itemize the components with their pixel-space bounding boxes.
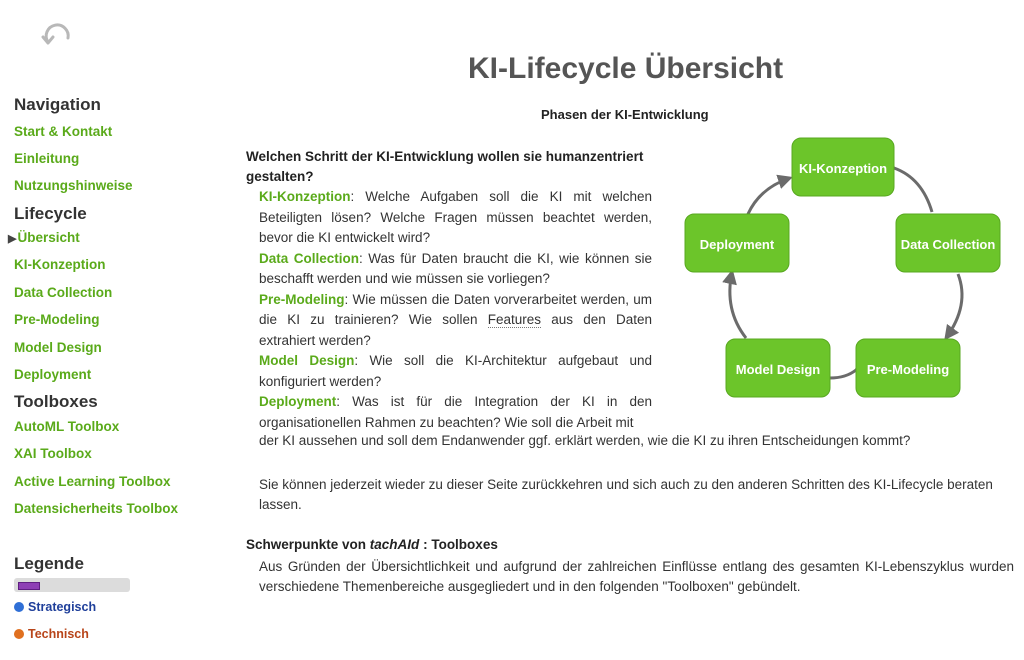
phase-box-pre-modeling[interactable] xyxy=(856,339,960,397)
phase-box-model-design[interactable] xyxy=(726,339,830,397)
sidebar-item-active-learning-toolbox[interactable]: Active Learning Toolbox xyxy=(14,474,171,489)
sidebar-item-label: Übersicht xyxy=(17,230,80,245)
svg-text:Pre-Modeling: Pre-Modeling xyxy=(866,362,950,377)
phase-description: Pre-Modeling: Wie müssen die Daten vorverarbeitet werden, um die KI zu trainieren? Wie sollen Features aus den Daten extrahiert werden? xyxy=(259,291,652,348)
phase-link-deployment[interactable]: Deployment xyxy=(259,394,337,409)
sidebar-item-data-collection[interactable]: Data Collection xyxy=(14,285,113,300)
phase-text: Wie müssen die Daten vorverarbeitet werden, um die KI zu trainieren? Wie sollen xyxy=(259,291,652,327)
sidebar-item-model-design[interactable]: Model Design xyxy=(14,340,102,355)
toolbox-heading xyxy=(246,537,498,552)
toolbox-heading-suffix: : Toolboxes xyxy=(423,537,498,552)
page-title: KI-Lifecycle Übersicht xyxy=(468,52,784,85)
cycle-arrow xyxy=(894,168,932,212)
svg-text:Model Design: Model Design xyxy=(735,362,821,377)
return-info-text: Sie können jederzeit wieder zu dieser Seite zurückkehren und sich auch zu den anderen Schritten des KI-Lifecycle beraten lassen. xyxy=(259,477,993,512)
phase-description: Data Collection: Was für Daten braucht die KI, wie können sie beschafft werden und wie müssen sie vorliegen? xyxy=(259,250,652,286)
cycle-arrow xyxy=(830,370,856,378)
phase-description: Deployment: Was ist für die Integration der KI in den organisationellen Rahmen zu beachten? Wie soll die Arbeit mit xyxy=(259,394,652,430)
cycle-arrow xyxy=(748,178,790,214)
svg-text:Data Collection: Data Collection xyxy=(900,237,996,252)
toolbox-description: Aus Gründen der Übersichtlichkeit und aufgrund der zahlreichen Einflüsse entlang des gesamten KI-Lebenszyklus wurden verschiedene Themenbereiche ausgegliedert und in den folgenden "Toolboxen" gebündelt. xyxy=(259,559,1014,594)
legend-item-strategisch xyxy=(14,600,96,614)
phase-link-data-collection[interactable]: Data Collection xyxy=(259,250,360,266)
sidebar-item-xai-toolbox[interactable]: XAI Toolbox xyxy=(14,446,92,461)
sidebar-item-uebersicht[interactable] xyxy=(8,230,80,245)
svg-text:Deployment: Deployment xyxy=(699,237,775,252)
blue-dot-icon xyxy=(14,602,24,612)
deployment-continuation: der KI aussehen und soll dem Endanwender ggf. erklärt werden, wie die KI zu ihren Entscheidungen kommt? xyxy=(259,433,911,448)
phase-text: Wie soll die KI-Architektur aufgebaut und konfiguriert werden? xyxy=(259,353,652,389)
toolbox-heading-prefix: Schwerpunkte von xyxy=(246,537,367,552)
phase-box-data-collection[interactable] xyxy=(896,214,1000,272)
cycle-arrow xyxy=(730,272,746,338)
phase-text: Welche Aufgaben soll die KI mit welchen Beteiligten lösen? Welche Fragen müssen beachtet werden, bevor die KI entwickelt wird? xyxy=(259,189,652,245)
phase-description: KI-Konzeption: Welche Aufgaben soll die KI mit welchen Beteiligten lösen? Welche Fragen müssen beachtet werden, bevor die KI entwickelt wird? xyxy=(259,189,652,245)
legend-heading: Legende xyxy=(14,554,84,573)
sidebar-item-automl-toolbox[interactable]: AutoML Toolbox xyxy=(14,419,120,434)
back-arrow-icon[interactable] xyxy=(40,22,76,52)
toolboxes-heading: Toolboxes xyxy=(14,392,98,411)
diagram-title: Phasen der KI-Entwicklung xyxy=(541,107,709,122)
sidebar-item-einleitung[interactable]: Einleitung xyxy=(14,151,80,166)
phase-text: Was für Daten braucht die KI, wie können sie beschafft werden und wie müssen sie vorliegen? xyxy=(259,250,652,286)
phase-link-model-design[interactable]: Model Design xyxy=(259,353,355,368)
phase-text: aus den Daten extrahiert werden? xyxy=(259,312,652,348)
current-page-arrow-icon: ▶ xyxy=(8,233,17,245)
phase-box-ki-konzeption[interactable] xyxy=(792,138,894,196)
cycle-arrow xyxy=(946,274,962,338)
orange-dot-icon xyxy=(14,629,24,639)
legend-item-technisch xyxy=(14,627,89,641)
brand-name: tachAId xyxy=(369,537,420,552)
features-tooltip-link[interactable]: Features xyxy=(487,312,541,327)
lifecycle-diagram xyxy=(680,130,1010,410)
navigation-heading: Navigation xyxy=(14,95,101,114)
sidebar-item-ki-konzeption[interactable]: KI-Konzeption xyxy=(14,257,106,272)
lifecycle-question: Welchen Schritt der KI-Entwicklung wollen sie humanzentriert gestalten? xyxy=(246,149,644,184)
phase-description-list xyxy=(259,187,652,433)
sidebar-item-datensicherheits-toolbox[interactable]: Datensicherheits Toolbox xyxy=(14,501,179,516)
phase-link-pre-modeling[interactable]: Pre-Modeling xyxy=(259,291,345,307)
legend-label: Strategisch xyxy=(28,600,97,614)
sidebar-item-nutzungshinweise[interactable]: Nutzungshinweise xyxy=(14,178,133,193)
legend-bar-fill xyxy=(18,582,40,590)
sidebar-item-start-kontakt[interactable]: Start & Kontakt xyxy=(14,124,113,139)
phase-link-ki-konzeption[interactable]: KI-Konzeption xyxy=(259,189,351,204)
phase-description: Model Design: Wie soll die KI-Architektur aufgebaut und konfiguriert werden? xyxy=(259,353,652,389)
legend-label: Technisch xyxy=(28,627,89,641)
phase-box-deployment[interactable] xyxy=(685,214,789,272)
legend-progress-bar xyxy=(14,578,130,592)
lifecycle-heading: Lifecycle xyxy=(14,204,87,223)
sidebar-item-deployment[interactable]: Deployment xyxy=(14,367,92,382)
phase-text: Was ist für die Integration der KI in den organisationellen Rahmen zu beachten? Wie soll die Arbeit mit xyxy=(259,394,652,430)
svg-text:KI-Konzeption: KI-Konzeption xyxy=(798,161,888,176)
sidebar-item-pre-modeling[interactable]: Pre-Modeling xyxy=(14,312,100,327)
